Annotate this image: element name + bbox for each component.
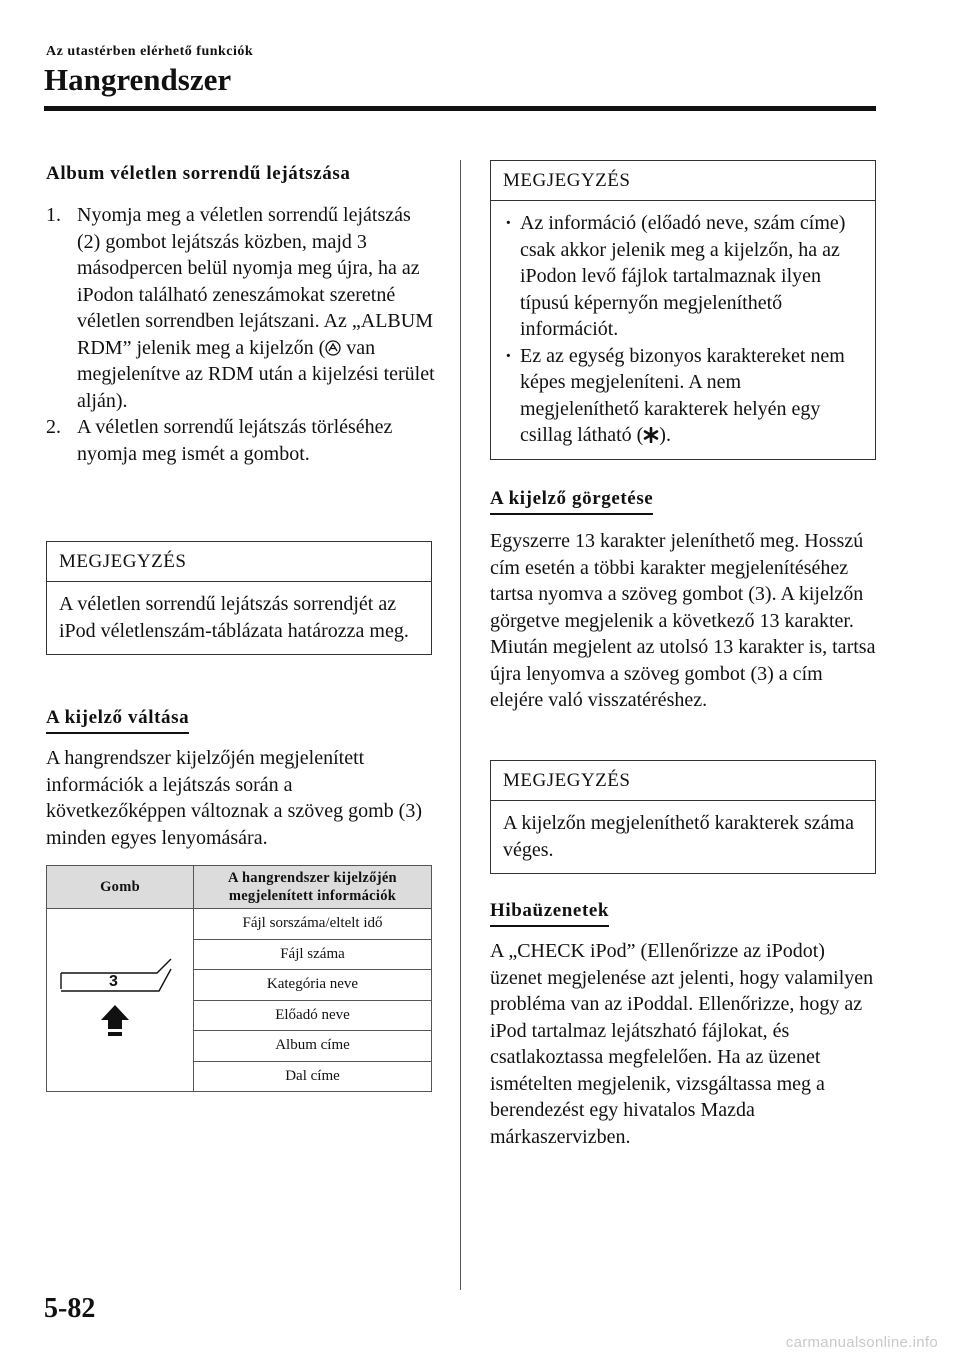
- button-number: 3: [109, 973, 118, 990]
- note-bullets: [491, 201, 875, 459]
- note-heading: MEGJEGYZÉS: [491, 161, 875, 201]
- step-number: 1.: [46, 204, 61, 226]
- note-heading: MEGJEGYZÉS: [491, 761, 875, 801]
- shuffle-icon: [325, 340, 341, 356]
- table-row: Fájl sorszáma/eltelt idő: [194, 909, 432, 940]
- error-heading: Hibaüzenetek: [490, 900, 609, 927]
- note-heading: MEGJEGYZÉS: [47, 542, 431, 582]
- text-button-icon: [47, 909, 193, 1086]
- scroll-text: Egyszerre 13 karakter jeleníthető meg. Hosszú cím esetén a többi karakter megjelenítéséhez tartsa nyomva a szöveg gombot (3). A kijelzőn görgetve megjelenik a következő 13 karakter. Miután megjelent az utolsó 13 karakter is, tartsa újra lenyomva a szöveg gombot (3) a cím elejére való visszatéréshez.: [490, 530, 876, 711]
- table-row: Album címe: [194, 1031, 432, 1062]
- display-switch-text: A hangrendszer kijelzőjén megjelenített információk a lejátszás során a következőképpen változnak a szöveg gomb (3) minden egyes lenyomására.: [46, 747, 422, 849]
- random-play-steps: [46, 202, 436, 467]
- step-item: [46, 414, 436, 467]
- note-box-characters: [490, 760, 876, 874]
- random-play-heading: Album véletlen sorrendű lejátszása: [46, 163, 351, 184]
- scroll-heading: A kijelző görgetése: [490, 488, 653, 515]
- table-header-button: Gomb: [47, 866, 194, 909]
- table-row: Fájl száma: [194, 939, 432, 970]
- display-info-table: [46, 865, 432, 1092]
- note-bullet: · Az információ (előadó neve, szám címe) csak akkor jelenik meg a kijelzőn, ha az iPodon levő fájlok tartalmaznak ilyen típusú képernyőn megjeleníthető információt.: [503, 210, 863, 343]
- note-text: A kijelzőn megjeleníthető karakterek száma véges.: [503, 812, 854, 861]
- section-label: Az utastérben elérhető funkciók: [46, 44, 254, 59]
- asterisk-icon: [643, 427, 659, 443]
- header-rule: [44, 106, 876, 111]
- table-header-info: A hangrendszer kijelzőjén megjelenített információk: [194, 866, 432, 909]
- step-text: A véletlen sorrendű lejátszás törléséhez nyomja meg ismét a gombot.: [77, 416, 393, 465]
- column-divider: [460, 160, 461, 1290]
- note-box-random: [46, 541, 432, 655]
- page-number: 5-82: [44, 1293, 96, 1324]
- note-bullet: · Ez az egység bizonyos karaktereket nem képes megjeleníteni. A nem megjeleníthető karakterek helyén egy csillag látható ( ).: [503, 343, 863, 449]
- table-row: Dal címe: [194, 1061, 432, 1092]
- page-title: Hangrendszer: [44, 62, 232, 97]
- table-row: Kategória neve: [194, 970, 432, 1001]
- note-text: A véletlen sorrendű lejátszás sorrendjét az iPod véletlenszám-táblázata határozza meg.: [59, 593, 409, 642]
- note-box-info: [490, 160, 876, 460]
- text-button-illustration: [47, 909, 194, 1092]
- step-text-a: Nyomja meg a véletlen sorrendű lejátszás (2) gombot lejátszás közben, majd 3 másodpercen belül nyomja meg újra, ha az iPodon található zeneszámokat szeretné véletlen sorrendben lejátszani. Az „ALBUM RDM” jelenik meg a kijelzőn (: [77, 204, 433, 359]
- step-number: 2.: [46, 416, 61, 438]
- step-text-b: van megjelenítve az RDM után a kijelzési terület alján).: [77, 336, 435, 412]
- step-item: [46, 202, 436, 414]
- display-switch-heading: A kijelző váltása: [46, 707, 189, 734]
- table-row: Előadó neve: [194, 1000, 432, 1031]
- error-text: A „CHECK iPod” (Ellenőrizze az iPodot) üzenet megjelenése azt jelenti, hogy valamilyen probléma van az iPoddal. Ellenőrizze, hogy az iPod tartalmaz lejátszható fájlokat, és csatlakoztassa megfelelően. Ha az üzenet ismételten megjelenik, vizsgáltassa meg a berendezést egy hivatalos Mazda márkaszervizben.: [490, 940, 874, 1148]
- watermark: carmanualsonline.info: [785, 1334, 938, 1351]
